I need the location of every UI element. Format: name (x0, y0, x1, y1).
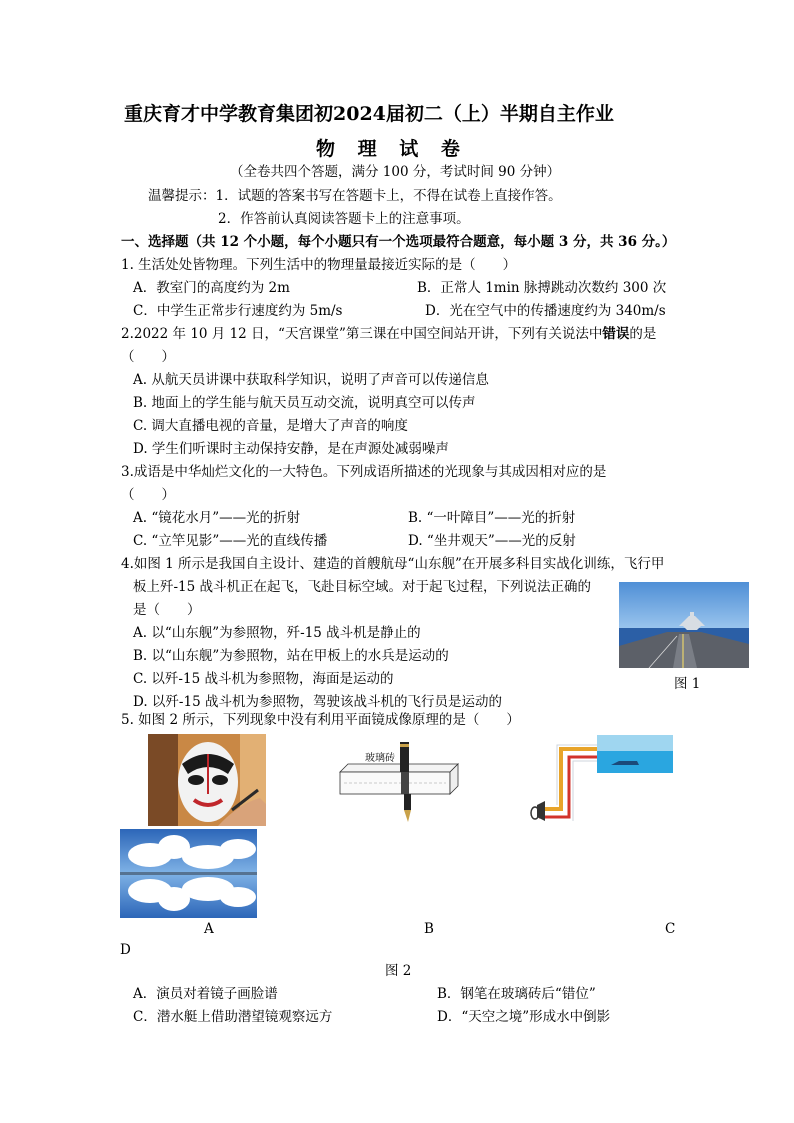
q1-option-b: B．正常人 1min 脉搏跳动次数约 300 次 (417, 280, 667, 296)
q5-option-a: A．演员对着镜子画脸谱 (133, 986, 278, 1002)
q3-answer-paren: （ ） (121, 487, 175, 503)
q4-option-d: D. 以歼-15 战斗机为参照物，驾驶该战斗机的飞行员是运动的 (133, 694, 502, 710)
glass-brick-label: 玻璃砖 (365, 753, 395, 764)
q2-answer-paren: （ ） (121, 349, 175, 365)
q5-option-d: D．“天空之境”形成水中倒影 (437, 1009, 611, 1025)
q3-option-d: D. “坐井观天”——光的反射 (408, 533, 576, 549)
q2-stem (121, 328, 656, 342)
figure2-label-b: B (424, 921, 434, 937)
tip-2: 2．作答前认真阅读答题卡上的注意事项。 (218, 211, 470, 227)
q3-option-b: B. “一叶障目”——光的折射 (408, 510, 576, 526)
q4-stem-line3: 是（ ） (133, 602, 201, 618)
q2-option-a: A. 从航天员讲课中获取科学知识，说明了声音可以传递信息 (133, 372, 489, 388)
q4-stem-line1: 4.如图 1 所示是我国自主设计、建造的首艘航母“山东舰”在开展多科目实战化训练，飞行甲 (121, 556, 665, 572)
figure2-label-d: D (120, 942, 131, 958)
figure1-label: 图 1 (674, 676, 701, 692)
q5-option-b: B．钢笔在玻璃砖后“错位” (437, 986, 596, 1002)
q5-stem: 5. 如图 2 所示，下列现象中没有利用平面镜成像原理的是（ ） (121, 712, 520, 728)
q4-option-b: B. 以“山东舰”为参照物，站在甲板上的水兵是运动的 (133, 648, 449, 664)
figure2-b-glass-brick (338, 738, 460, 824)
q1-option-d: D．光在空气中的传播速度约为 340m/s (425, 303, 666, 319)
q3-option-a: A. “镜花水月”——光的折射 (133, 510, 301, 526)
tip-1: 温馨提示：1．试题的答案书写在答题卡上，不得在试卷上直接作答。 (148, 188, 562, 204)
q2-option-b: B. 地面上的学生能与航天员互动交流，说明真空可以传声 (133, 395, 476, 411)
figure2-c-periscope (527, 735, 673, 825)
q3-option-c: C. “立竿见影”——光的直线传播 (133, 533, 328, 549)
page-subtitle: 物 理 试 卷 (316, 138, 468, 160)
q2-stem-emphasis: 错误 (602, 326, 630, 342)
q2-stem-post: 的是 (629, 326, 657, 342)
q4-option-a: A. 以“山东舰”为参照物，歼-15 战斗机是静止的 (133, 625, 421, 641)
page-title: 重庆育才中学教育集团初2024届初二（上）半期自主作业 (124, 103, 614, 125)
exam-info: （全卷共四个答题，满分 100 分，考试时间 90 分钟） (230, 164, 561, 180)
q2-option-d: D. 学生们听课时主动保持安静，是在声源处减弱噪声 (133, 441, 449, 457)
q2-stem-pre: 2.2022 年 10 月 12 日，“天宫课堂”第三课在中国空间站开讲，下列有关说法中 (121, 326, 603, 342)
section-heading: 一、选择题（共 12 个小题，每个小题只有一个选项最符合题意，每小题 3 分，共 36 分。） (121, 234, 676, 250)
q5-option-c: C．潜水艇上借助潜望镜观察远方 (133, 1009, 333, 1025)
q3-stem: 3.成语是中华灿烂文化的一大特色。下列成语所描述的光现象与其成因相对应的是 (121, 464, 607, 480)
q1-option-c: C．中学生正常步行速度约为 5m/s (133, 303, 343, 319)
figure2-d-sky-mirror (120, 829, 257, 918)
figure2-label-a: A (204, 921, 214, 937)
figure1-carrier-photo (619, 582, 749, 668)
q4-stem-line2: 板上歼-15 战斗机正在起飞，飞赴目标空域。对于起飞过程，下列说法正确的 (133, 579, 592, 595)
figure2-label: 图 2 (385, 963, 412, 979)
q2-option-c: C. 调大直播电视的音量，是增大了声音的响度 (133, 418, 408, 434)
q1-stem: 1. 生活处处皆物理。下列生活中的物理量最接近实际的是（ ） (121, 257, 517, 273)
figure2-a-face-painting (148, 734, 266, 826)
figure2-label-c: C (665, 921, 676, 937)
q1-option-a: A．教室门的高度约为 2m (133, 280, 290, 296)
q4-option-c: C. 以歼-15 战斗机为参照物，海面是运动的 (133, 671, 394, 687)
